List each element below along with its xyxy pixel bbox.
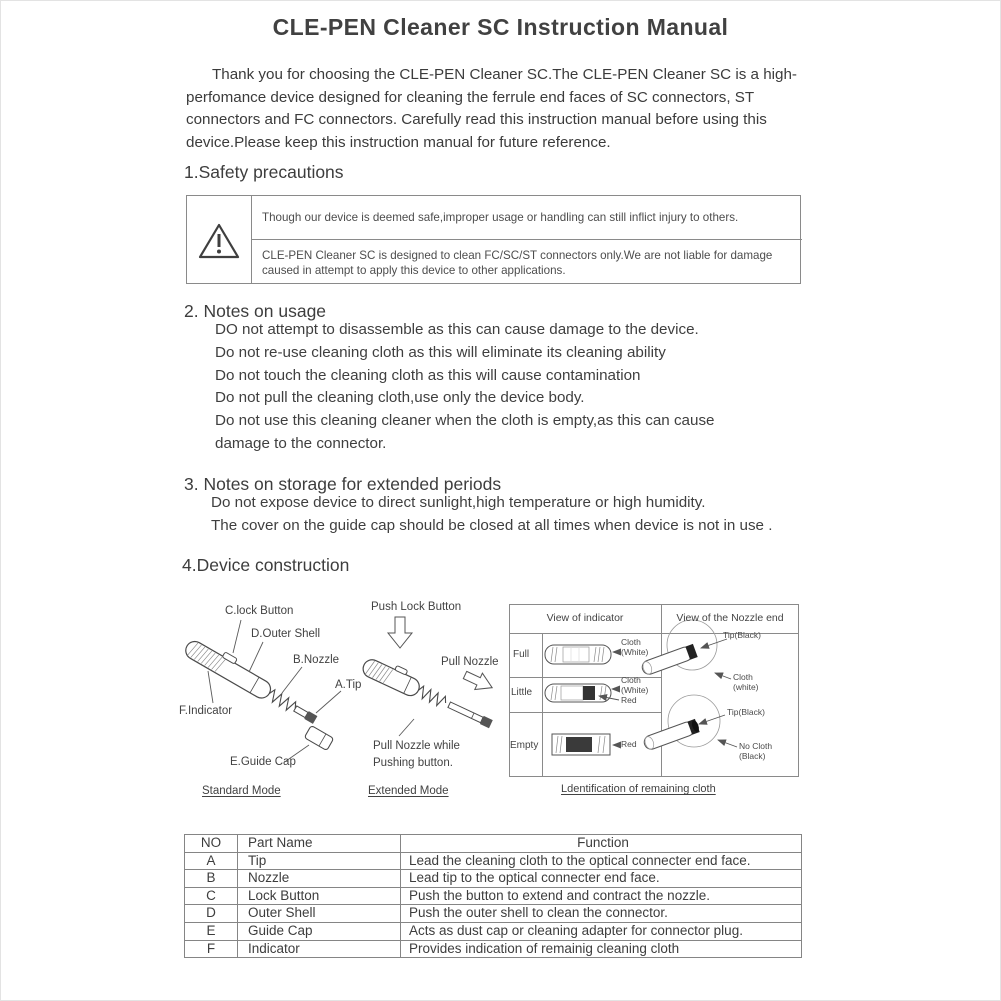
standard-pen-illustration — [183, 620, 342, 761]
cell-part-name: Outer Shell — [238, 905, 401, 923]
label-indicator: F.Indicator — [179, 705, 233, 717]
cell-part-name: Tip — [238, 852, 401, 870]
header-function: Function — [401, 835, 802, 853]
panel-row-little: Little — [511, 687, 533, 698]
nozzle-end-no-cloth-icon — [642, 695, 737, 751]
label-little-cloth: Cloth (White) — [621, 675, 649, 695]
cell-no: B — [185, 870, 238, 888]
cell-function: Push the button to extend and contract the nozzle. — [401, 887, 802, 905]
warning-text-1 — [252, 196, 802, 240]
label-push-lock-button: Push Lock Button — [371, 601, 462, 613]
section-heading-storage: 3. Notes on storage for extended periods — [184, 474, 502, 494]
label-outer-shell: D.Outer Shell — [251, 628, 321, 640]
table-row — [185, 905, 802, 923]
storage-note: Do not expose device to direct sunlight,high temperature or high humidity. — [211, 494, 706, 511]
label-tip: A.Tip — [335, 679, 362, 691]
page-title: CLE-PEN Cleaner SC Instruction Manual — [272, 14, 729, 40]
label-empty-red: Red — [621, 739, 637, 749]
usage-note: DO not attempt to disassemble as this can cause damage to the device. — [215, 321, 699, 338]
table-header-row — [185, 835, 802, 853]
cell-no: C — [185, 887, 238, 905]
cell-part-name: Lock Button — [238, 887, 401, 905]
guide-cap-illustration — [304, 725, 334, 750]
cell-function: Lead tip to the optical connecter end face. — [401, 870, 802, 888]
panel-row-empty: Empty — [510, 740, 539, 751]
device-construction-diagram — [169, 597, 819, 815]
usage-note: Do not re-use cleaning cloth as this will eliminate its cleaning ability — [215, 343, 666, 361]
cell-no: D — [185, 905, 238, 923]
cell-no: F — [185, 940, 238, 958]
usage-notes-list — [215, 319, 795, 456]
cell-function: Push the outer shell to clean the connector. — [401, 905, 802, 923]
panel-header-nozzle-end: View of the Nozzle end — [676, 612, 784, 624]
usage-note: Do not pull the cleaning cloth,use only the device body. — [215, 389, 585, 407]
usage-note: Do not touch the cleaning cloth as this will cause contamination — [215, 366, 641, 384]
label-pull-instruction: Pull Nozzle while Pushing button. — [373, 740, 460, 769]
table-row — [185, 887, 802, 905]
indicator-little-icon — [545, 684, 619, 702]
table-row — [185, 940, 802, 958]
warning-icon-cell — [187, 196, 252, 283]
table-row — [185, 852, 802, 870]
header-part-name: Part Name — [238, 835, 401, 853]
warning-text-1-label: Though our device is deemed safe,improper usage or handling can still inflict injury to others. — [262, 211, 739, 224]
label-full-cloth: Cloth (White) — [621, 637, 649, 657]
cell-function: Acts as dust cap or cleaning adapter for connector plug. — [401, 922, 802, 940]
table-row — [185, 870, 802, 888]
usage-note: Do not use this cleaning cleaner when the cloth is empty,as this can cause damage to the connector. — [215, 412, 715, 452]
intro-paragraph: Thank you for choosing the CLE-PEN Cleaner SC.The CLE-PEN Cleaner SC is a high-perfomance device designed for cleaning the ferrule end faces of SC connectors, ST connectors and FC connectors. Carefully read this instruction manual before using this device.Please keep this instruction manual for future reference. — [186, 66, 797, 152]
storage-note: The cover on the guide cap should be closed at all times when device is not in use . — [211, 517, 773, 534]
parts-function-table — [184, 834, 802, 958]
cell-no: A — [185, 852, 238, 870]
safety-warning-box — [186, 195, 801, 284]
header-no: NO — [185, 835, 238, 853]
caption-standard-mode: Standard Mode — [202, 785, 281, 797]
cell-no: E — [185, 922, 238, 940]
pull-direction-arrow — [461, 667, 496, 696]
caption-identification: Ldentification of remaining cloth — [561, 783, 716, 795]
warning-triangle-icon — [197, 221, 241, 261]
cell-part-name: Guide Cap — [238, 922, 401, 940]
label-guide-cap: E.Guide Cap — [230, 756, 296, 768]
push-down-arrow — [388, 617, 412, 648]
label-nozzle-top-tip: Tip(Black) — [723, 630, 761, 640]
label-pull-nozzle: Pull Nozzle — [441, 656, 499, 668]
section-heading-safety: 1.Safety precautions — [184, 162, 344, 182]
label-little-red: Red — [621, 695, 637, 705]
extended-pen-illustration — [360, 617, 496, 736]
label-nozzle-bottom-nocloth: No Cloth (Black) — [739, 741, 773, 761]
label-nozzle-bottom-tip: Tip(Black) — [727, 707, 765, 717]
warning-text-2-label: CLE-PEN Cleaner SC is designed to clean FC/SC/ST connectors only.We are not liable for damage caused in attempt to apply this device to other applications. — [262, 248, 773, 277]
caption-extended-mode: Extended Mode — [368, 785, 449, 797]
cell-part-name: Indicator — [238, 940, 401, 958]
section-heading-construction: 4.Device construction — [182, 555, 350, 575]
label-lock-button: C.lock Button — [225, 605, 294, 617]
label-nozzle: B.Nozzle — [293, 654, 340, 666]
storage-notes-list — [211, 491, 871, 537]
warning-text-2 — [252, 240, 802, 285]
indicator-empty-icon — [552, 734, 619, 755]
indicator-full-icon — [545, 645, 619, 664]
cell-function: Lead the cleaning cloth to the optical connecter end face. — [401, 852, 802, 870]
section-heading-usage: 2. Notes on usage — [184, 301, 327, 321]
cell-part-name: Nozzle — [238, 870, 401, 888]
panel-header-indicator: View of indicator — [546, 612, 624, 624]
cell-function: Provides indication of remainig cleaning cloth — [401, 940, 802, 958]
panel-row-full: Full — [513, 649, 530, 660]
label-nozzle-top-cloth: Cloth (white) — [733, 672, 759, 692]
table-row — [185, 922, 802, 940]
